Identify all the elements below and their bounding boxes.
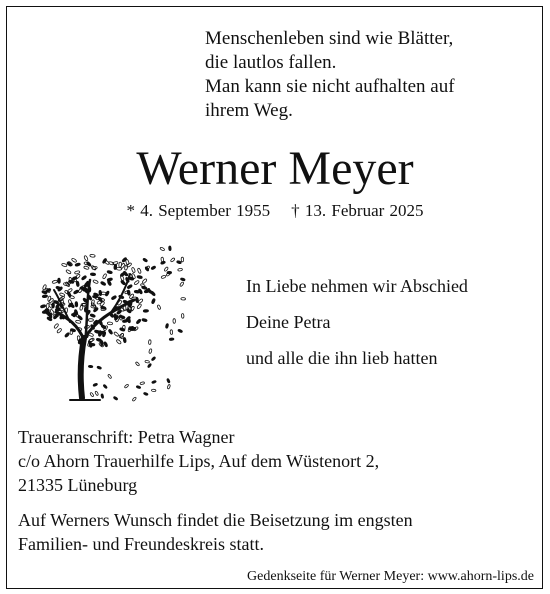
memorial-page-link[interactable]: Gedenkseite für Werner Meyer: www.ahorn-lips.de bbox=[247, 569, 534, 584]
deceased-name: Werner Meyer bbox=[136, 142, 414, 195]
mourning-address bbox=[18, 425, 379, 497]
farewell bbox=[246, 268, 468, 376]
address-line: 21335 Lüneburg bbox=[18, 475, 138, 495]
farewell-line: In Liebe nehmen wir Abschied bbox=[246, 276, 468, 296]
life-dates bbox=[0, 200, 550, 222]
funeral-notice bbox=[18, 508, 413, 556]
address-line: c/o Ahorn Trauerhilfe Lips, Auf dem Wüstenort 2, bbox=[18, 451, 380, 471]
poem-line: Man kann sie nicht aufhalten auf bbox=[205, 76, 455, 97]
poem-line: ihrem Weg. bbox=[205, 100, 293, 121]
address-line: Traueranschrift: Petra Wagner bbox=[18, 427, 235, 447]
poem bbox=[205, 27, 455, 123]
poem-line: die lautlos fallen. bbox=[205, 52, 337, 73]
farewell-line: und alle die ihn lieb hatten bbox=[246, 348, 438, 368]
tree-with-falling-leaves-icon bbox=[30, 230, 190, 408]
poem-line: Menschenleben sind wie Blätter, bbox=[205, 28, 454, 49]
death-date: † 13. Februar 2025 bbox=[291, 201, 424, 220]
notice-line: Auf Werners Wunsch findet die Beisetzung im engsten bbox=[18, 510, 413, 530]
farewell-line: Deine Petra bbox=[246, 312, 331, 332]
birth-date: * 4. September 1955 bbox=[126, 201, 271, 220]
notice-line: Familien- und Freundeskreis statt. bbox=[18, 534, 264, 554]
